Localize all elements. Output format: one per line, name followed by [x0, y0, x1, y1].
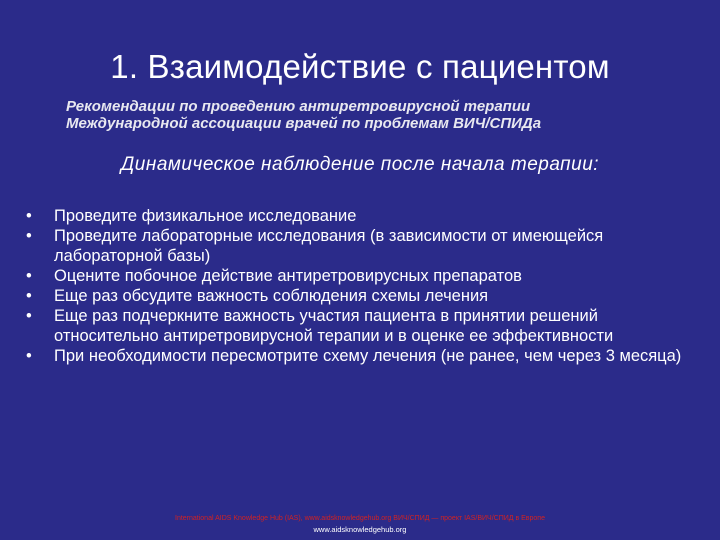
bullet-item: [24, 266, 696, 286]
bullet-text: Проведите физикальное исследование: [54, 207, 357, 225]
bullet-icon: •: [26, 307, 32, 325]
bullet-item: [24, 306, 696, 346]
subtitle-line-2: Международной ассоциации врачей по проблемам ВИЧ/СПИДа: [66, 115, 542, 132]
bullet-item: [24, 286, 696, 306]
bullet-text: Проведите лабораторные исследования (в зависимости от имеющейся лабораторной базы): [54, 227, 604, 265]
bullet-icon: •: [26, 267, 32, 285]
bullet-text: Еще раз подчеркните важность участия пациента в принятии решений относительно антиретровирусной терапии и в оценке ее эффективности: [54, 307, 614, 345]
subtitle-line-1: Рекомендации по проведению антиретровирусной терапии: [66, 98, 531, 115]
bullet-item: [24, 226, 696, 266]
footer-source: International AIDS Knowledge Hub (IAS), www.aidsknowledgehub.org ВИЧ/СПИД — проект IAS/ВИЧ/СПИД в Европе: [175, 515, 545, 522]
bullet-item: [24, 346, 696, 366]
slide-title: 1. Взаимодействие с пациентом: [110, 48, 610, 85]
bullet-text: При необходимости пересмотрите схему лечения (не ранее, чем через 3 месяца): [54, 347, 682, 365]
bullet-text: Еще раз обсудите важность соблюдения схемы лечения: [54, 287, 489, 305]
bullet-icon: •: [26, 207, 32, 225]
slide-footer: [0, 514, 720, 534]
bullet-icon: •: [26, 287, 32, 305]
bullet-text: Оцените побочное действие антиретровирусных препаратов: [54, 267, 522, 285]
bullet-icon: •: [26, 347, 32, 365]
bullet-list: [24, 206, 696, 366]
slide-subtitle: [66, 98, 686, 132]
bullet-item: [24, 206, 696, 226]
section-heading: Динамическое наблюдение после начала терапии:: [120, 154, 600, 175]
footer-url-link[interactable]: www.aidsknowledgehub.org: [313, 525, 407, 534]
bullet-icon: •: [26, 227, 32, 245]
